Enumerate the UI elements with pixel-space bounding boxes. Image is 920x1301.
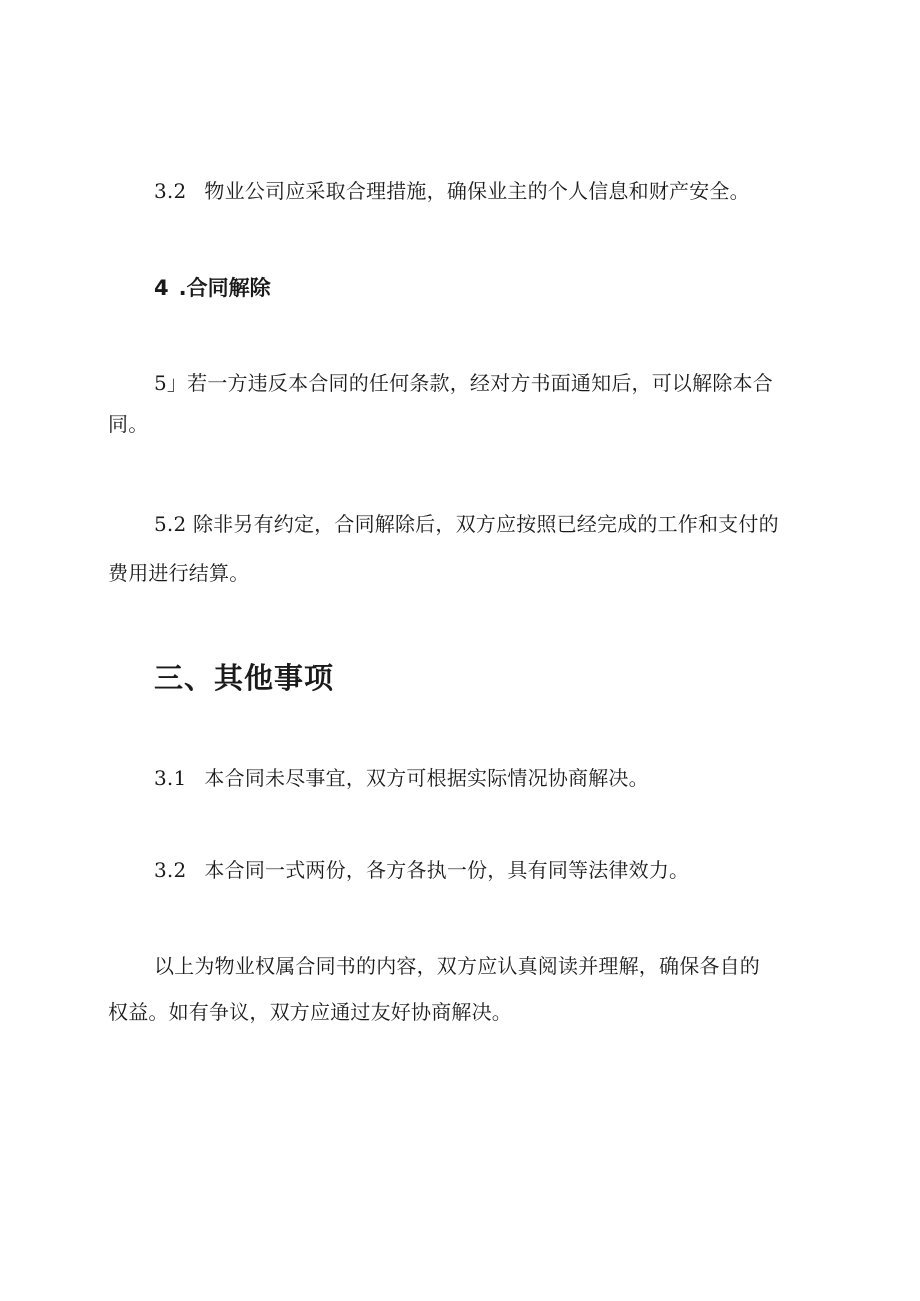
closing-line-2: 权益。如有争议，双方应通过友好协商解决。 <box>108 1000 512 1024</box>
clause-3-2-other <box>154 860 866 880</box>
section-title-other-matters: 三、其他事项 <box>154 661 335 695</box>
heading-text: .合同解除 <box>178 276 271 300</box>
clause-text: 本合同一式两份，各方各执一份，具有同等法律效力。 <box>204 858 690 882</box>
clause-text: 本合同未尽事宜，双方可根据实际情况协商解决。 <box>204 766 649 790</box>
clause-3-1-other <box>154 768 866 788</box>
clause-5-2-line-2: 费用进行结算。 <box>108 561 250 585</box>
closing-line-1: 以上为物业权属合同书的内容，双方应认真阅读并理解，确保各自的 <box>154 954 760 978</box>
clause-number: 3.2 <box>154 858 187 882</box>
clause-text: 物业公司应采取合理措施，确保业主的个人信息和财产安全。 <box>204 179 750 203</box>
termination-heading <box>154 278 271 299</box>
clause-5-1-line-2: 同。 <box>108 412 149 436</box>
heading-number: 4 <box>154 276 169 300</box>
clause-number: 3.1 <box>154 766 187 790</box>
clause-3-2-security <box>154 181 866 201</box>
clause-5-2-line-1: 5.2 除非另有约定，合同解除后，双方应按照已经完成的工作和支付的 <box>154 512 779 536</box>
clause-5-1-line-1: 5」若一方违反本合同的任何条款，经对方书面通知后，可以解除本合 <box>154 371 773 395</box>
clause-number: 3.2 <box>154 179 187 203</box>
